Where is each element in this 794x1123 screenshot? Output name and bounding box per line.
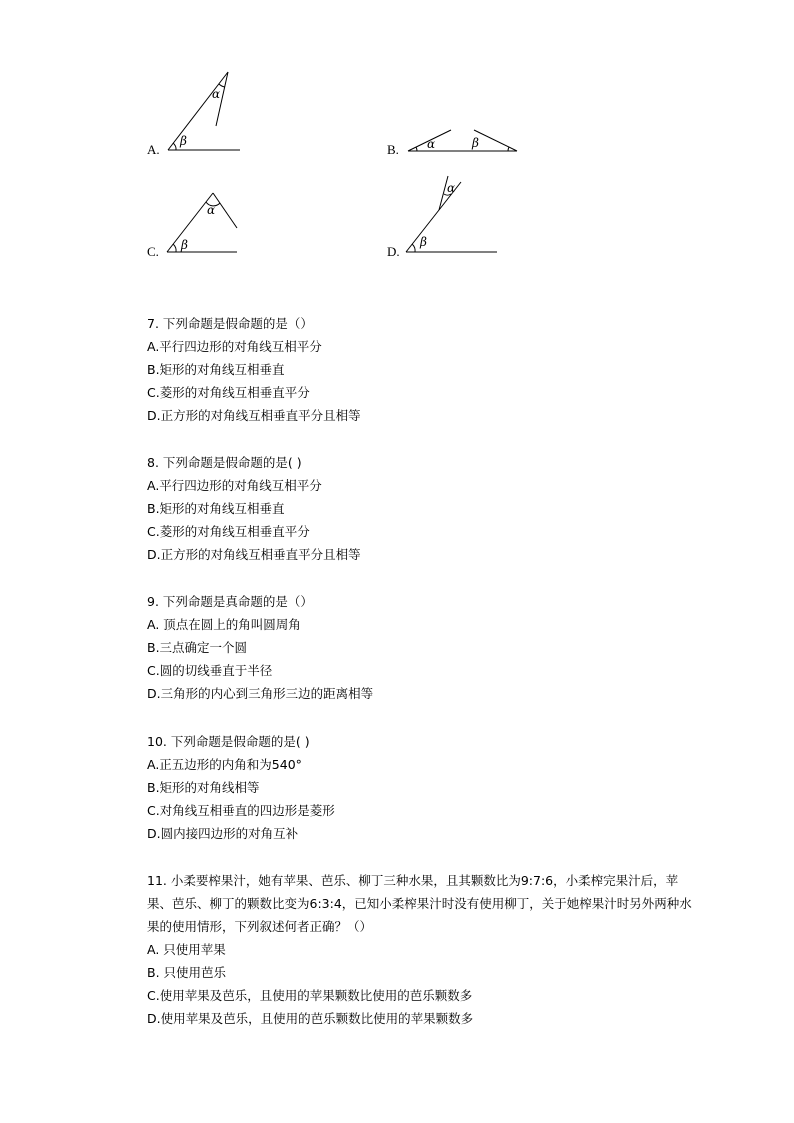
question-10 [147,730,335,845]
option-b: B.矩形的对角线相等 [147,780,260,795]
option-b: B.三点确定一个圆 [147,640,248,655]
option-c: C.菱形的对角线互相垂直平分 [147,524,310,539]
figure-a-drawing [145,68,255,158]
option-c: C.圆的切线垂直于半径 [147,663,273,678]
option-d: D.正方形的对角线互相垂直平分且相等 [147,547,361,562]
figure-d-beta: β [420,235,427,249]
option-c: C.菱形的对角线互相垂直平分 [147,385,310,400]
option-c: C.对角线互相垂直的四边形是菱形 [147,803,335,818]
figure-a-beta: β [180,134,187,148]
question-stem: 9. 下列命题是真命题的是（） [147,594,313,609]
question-9 [147,590,373,705]
option-a: A.平行四边形的对角线互相平分 [147,478,322,493]
option-a: A. 顶点在圆上的角叫圆周角 [147,617,301,632]
question-stem: 7. 下列命题是假命题的是（） [147,316,313,331]
question-11 [147,869,692,1030]
figure-option-b [386,122,526,158]
option-a: A.平行四边形的对角线互相平分 [147,339,322,354]
option-a: A.正五边形的内角和为540° [147,757,302,772]
option-a: A. 只使用苹果 [147,942,226,957]
figure-b-alpha: α [427,137,436,151]
figure-d-alpha: α [447,181,456,195]
question-7 [147,312,361,427]
figure-c-alpha: α [207,203,216,217]
figure-a-label: A. [147,142,160,157]
figure-c-drawing [145,186,255,260]
figure-c-beta: β [181,238,188,252]
figure-option-a [145,68,255,158]
figure-option-c [145,186,255,260]
option-d: D.三角形的内心到三角形三边的距离相等 [147,686,374,701]
question-stem: 10. 下列命题是假命题的是( ) [147,734,310,749]
figure-a-alpha: α [212,87,221,101]
figure-d-label: D. [387,244,400,259]
option-b: B.矩形的对角线互相垂直 [147,362,285,377]
figure-c-label: C. [147,244,159,259]
option-d: D.使用苹果及芭乐，且使用的芭乐颗数比使用的苹果颗数多 [147,1011,474,1026]
option-b: B.矩形的对角线互相垂直 [147,501,285,516]
option-d: D.正方形的对角线互相垂直平分且相等 [147,408,361,423]
option-d: D.圆内接四边形的对角互补 [147,826,299,841]
figure-b-label: B. [387,142,399,157]
figure-option-d [386,174,506,258]
figure-d-drawing [386,174,506,258]
option-b: B. 只使用芭乐 [147,965,227,980]
figure-b-drawing [386,122,526,158]
question-8 [147,451,361,566]
option-c: C.使用苹果及芭乐，且使用的苹果颗数比使用的芭乐颗数多 [147,988,473,1003]
question-stem: 8. 下列命题是假命题的是( ) [147,455,302,470]
question-stem: 11. 小柔要榨果汁，她有苹果、芭乐、柳丁三种水果，且其颗数比为9:7:6，小柔榨完果汁后，苹果、芭乐、柳丁的颗数比变为6:3:4，已知小柔榨果汁时没有使用柳丁，关于她榨果汁时另外两种水果的使用情形，下列叙述何者正确？（） [147,873,692,934]
figure-b-beta: β [472,136,479,150]
